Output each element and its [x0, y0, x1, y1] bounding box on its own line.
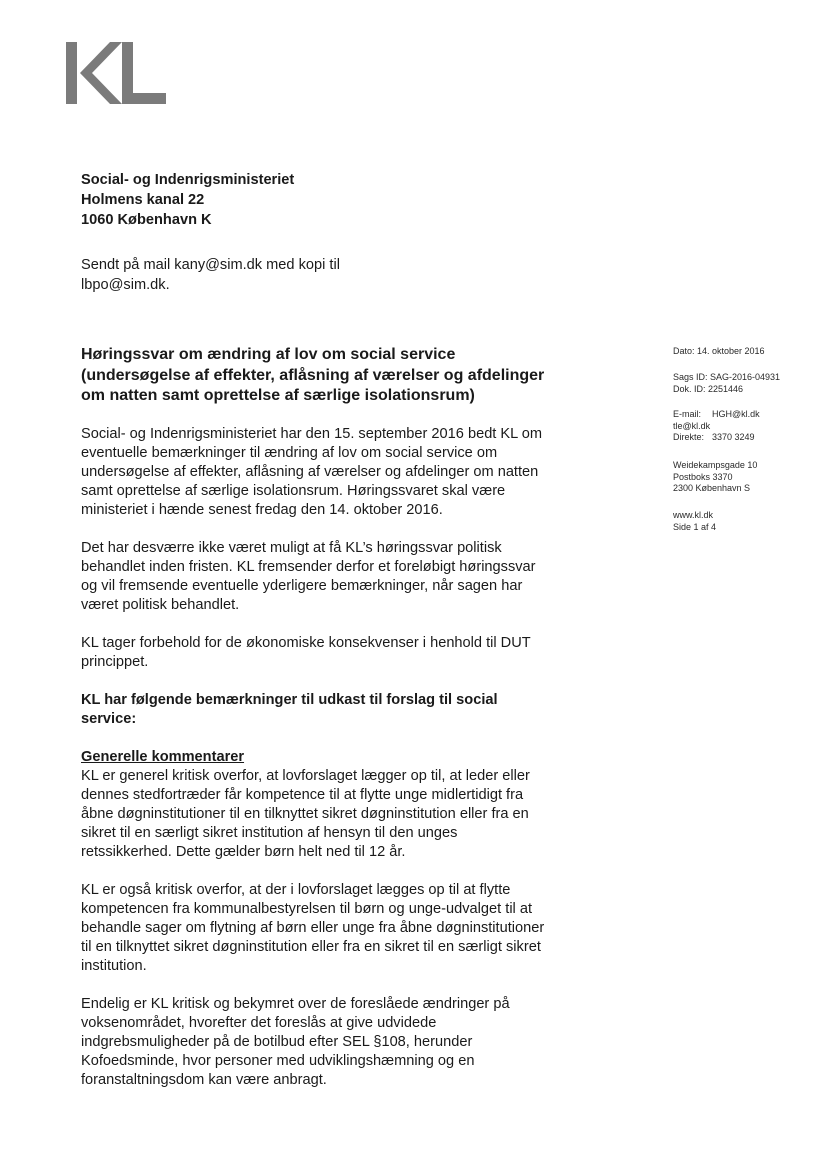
letter-subject: Høringssvar om ændring af lov om social service (undersøgelse af effekter, aflåsning af værelser og afdelinger om natten samt oprettelse af særlige isolationsrum) — [81, 346, 545, 404]
sidebar-dok-id: Dok. ID: 2251446 — [673, 383, 744, 394]
sidebar-contact — [673, 409, 760, 444]
sidebar-city: 2300 København S — [673, 483, 751, 493]
paragraph-delay: Det har desværre ikke været muligt at få KL’s høringssvar politisk behandlet inden fristen. KL fremsender derfor et foreløbigt høringssvar og vil fremsende eventuelle yderligere bemærkninger, når sagen har været politisk behandlet. — [81, 540, 536, 613]
recipient-name: Social- og Indenrigsministeriet — [81, 172, 295, 188]
paragraph-general-1: KL er generel kritisk overfor, at lovforslaget lægger op til, at leder eller dennes stedfortræder får kompetence til at flytte unge midlertidigt fra åbne døgninstitutioner til en tilknyttet sikret døgninstitution eller fra en sikret til en særligt sikret institution af hensyn til den unges retssikkerhed. Dette gælder børn helt ned til 12 år. — [81, 768, 530, 860]
sidebar-page-number: Side 1 af 4 — [673, 521, 717, 532]
paragraph-general-3: Endelig er KL kritisk og bekymret over de foreslåede ændringer på voksenområdet, hvorefter det foreslås at give udvidede indgrebsmuligheder på de botilbud efter SEL §108, herunder Kofoedsminde, hvor personer med udviklingshæmning og en foranstaltningsdom kan være anbragt. — [81, 996, 510, 1088]
sidebar-date: Dato: 14. oktober 2016 — [673, 346, 765, 356]
recipient-city: 1060 København K — [81, 212, 212, 228]
direkte-label: Direkte: — [673, 432, 705, 442]
paragraph-remarks-heading: KL har følgende bemærkninger til udkast til forslag til social service: — [81, 692, 498, 727]
email-1: HGH@kl.dk — [712, 409, 760, 419]
section-heading: Generelle kommentarer — [81, 749, 245, 765]
paragraph-general-2: KL er også kritisk overfor, at der i lovforslaget lægges op til at flytte kompetencen fra kommunalbestyrelsen til børn og unge-udvalget til at behandle sager om flytning af børn eller unge fra åbne døgninstitutioner til en tilknyttet sikret døgninstitution eller fra en sikret til en særligt sikret institution. — [81, 882, 545, 974]
kl-logo — [66, 42, 166, 104]
recipient-street: Holmens kanal 22 — [81, 192, 205, 208]
email-label: E-mail: — [673, 409, 702, 419]
paragraph-intro: Social- og Indenrigsministeriet har den 15. september 2016 bedt KL om eventuelle bemærkninger til ændring af lov om social service om undersøgelse af effekter, aflåsning af værelser og afdelinger om natten samt oprettelse af særlige isolationsrum. Høringssvaret skal være ministeriet i hænde senest fredag den 14. oktober 2016. — [81, 426, 543, 518]
sidebar-postbox: Postboks 3370 — [673, 471, 733, 482]
paragraph-dut: KL tager forbehold for de økonomiske konsekvenser i henhold til DUT princippet. — [81, 635, 531, 670]
email-2: tle@kl.dk — [673, 420, 711, 431]
letter-body — [81, 425, 551, 1109]
sidebar-web: www.kl.dk — [673, 510, 714, 520]
sidebar-postal-address — [673, 460, 757, 495]
sent-note: Sendt på mail kany@sim.dk med kopi til lbpo@sim.dk. — [81, 257, 340, 293]
sidebar-sags-id: Sags ID: SAG-2016-04931 — [673, 372, 781, 382]
sidebar-ids — [673, 372, 780, 395]
recipient-address — [81, 170, 294, 230]
sidebar-street: Weidekampsgade 10 — [673, 460, 758, 470]
direkte-phone: 3370 3249 — [712, 432, 755, 442]
sidebar-footer — [673, 510, 716, 533]
